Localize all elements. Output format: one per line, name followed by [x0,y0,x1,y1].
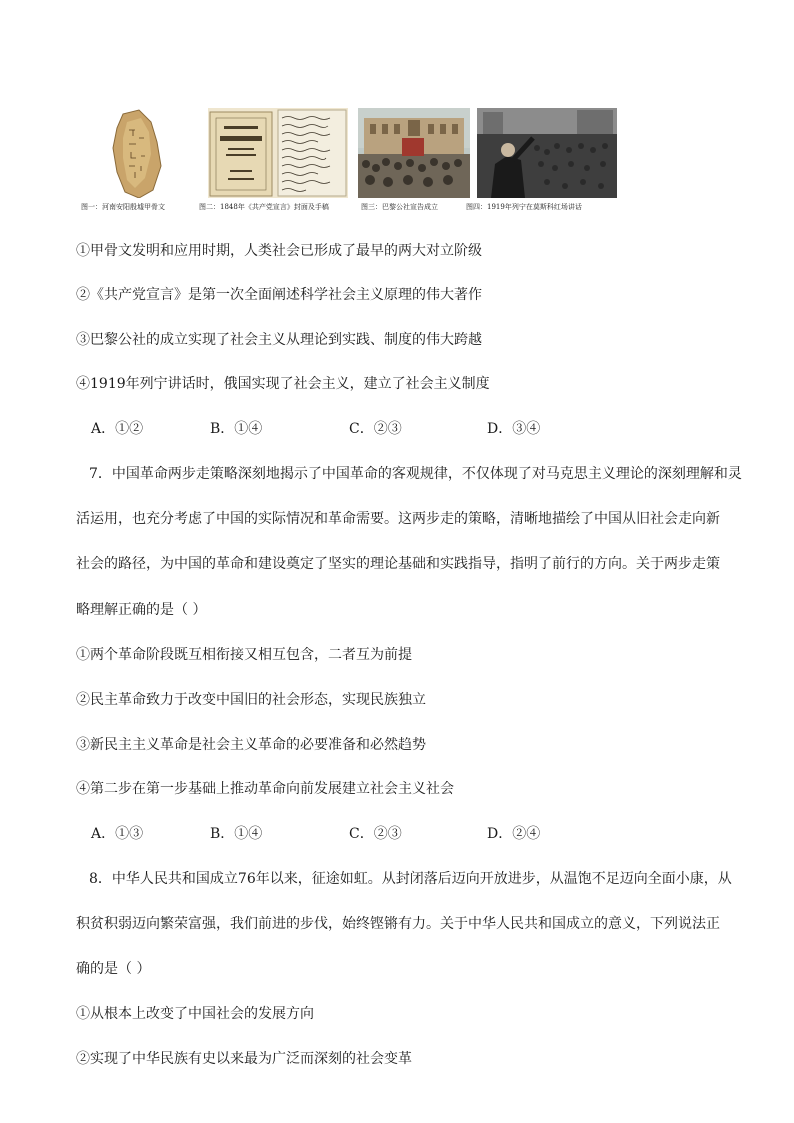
q7-stem: 7．中国革命两步走策略深刻地揭示了中国革命的客观规律，不仅体现了对马克思主义理论的深刻理解和灵 [89,466,742,482]
q7-option-c[interactable]: C．②③ [349,826,402,842]
q6-statement: ③巴黎公社的成立实现了社会主义从理论到实践、制度的伟大跨越 [76,332,482,348]
q7-statement: ④第二步在第一步基础上推动革命向前发展建立社会主义社会 [76,781,454,797]
figure-caption: 图二：1848年《共产党宣言》封面及手稿 [199,203,329,211]
paris-commune-image [358,108,470,198]
figure-strip [81,108,625,211]
q8-statement: ①从根本上改变了中国社会的发展方向 [76,1006,314,1022]
oracle-bone-image [105,108,165,198]
q6-option-d[interactable]: D．③④ [487,421,541,437]
lenin-speech-image [477,108,617,198]
q8-statement: ②实现了中华民族有史以来最为广泛而深刻的社会变革 [76,1051,412,1067]
figure-caption: 图三：巴黎公社宣告成立 [361,203,438,211]
manifesto-image [208,108,348,198]
q7-stem: 略理解正确的是（ ） [76,602,207,618]
q6-statement: ②《共产党宣言》是第一次全面阐述科学社会主义原理的伟大著作 [76,287,482,303]
q7-statement: ①两个革命阶段既互相衔接又相互包含，二者互为前提 [76,647,412,663]
figure-caption: 图四：1919年列宁在莫斯科红场讲话 [466,203,582,211]
q7-stem: 活运用，也充分考虑了中国的实际情况和革命需要。这两步走的策略，清晰地描绘了中国从旧社会走向新 [76,511,720,527]
q8-stem: 8．中华人民共和国成立76年以来，征途如虹。从封闭落后迈向开放进步，从温饱不足迈向全面小康，从 [89,871,732,887]
figure-caption: 图一：河南安阳殷墟甲骨文 [81,203,165,211]
q6-option-c[interactable]: C．②③ [349,421,402,437]
q6-statement: ①甲骨文发明和应用时期，人类社会已形成了最早的两大对立阶级 [76,243,482,259]
q7-statement: ③新民主主义革命是社会主义革命的必要准备和必然趋势 [76,737,426,753]
q8-stem: 积贫积弱迈向繁荣富强，我们前进的步伐，始终铿锵有力。关于中华人民共和国成立的意义，下列说法正 [76,916,720,932]
q7-option-d[interactable]: D．②④ [487,826,541,842]
q8-stem: 确的是（ ） [76,961,151,977]
q7-stem: 社会的路径，为中国的革命和建设奠定了坚实的理论基础和实践指导，指明了前行的方向。关于两步走策 [76,556,720,572]
q6-option-a[interactable]: A．①② [91,421,144,437]
q7-statement: ②民主革命致力于改变中国旧的社会形态，实现民族独立 [76,692,426,708]
q6-option-b[interactable]: B．①④ [210,421,263,437]
q6-statement: ④1919年列宁讲话时，俄国实现了社会主义，建立了社会主义制度 [76,376,490,392]
q7-option-a[interactable]: A．①③ [91,826,144,842]
q7-option-b[interactable]: B．①④ [210,826,263,842]
